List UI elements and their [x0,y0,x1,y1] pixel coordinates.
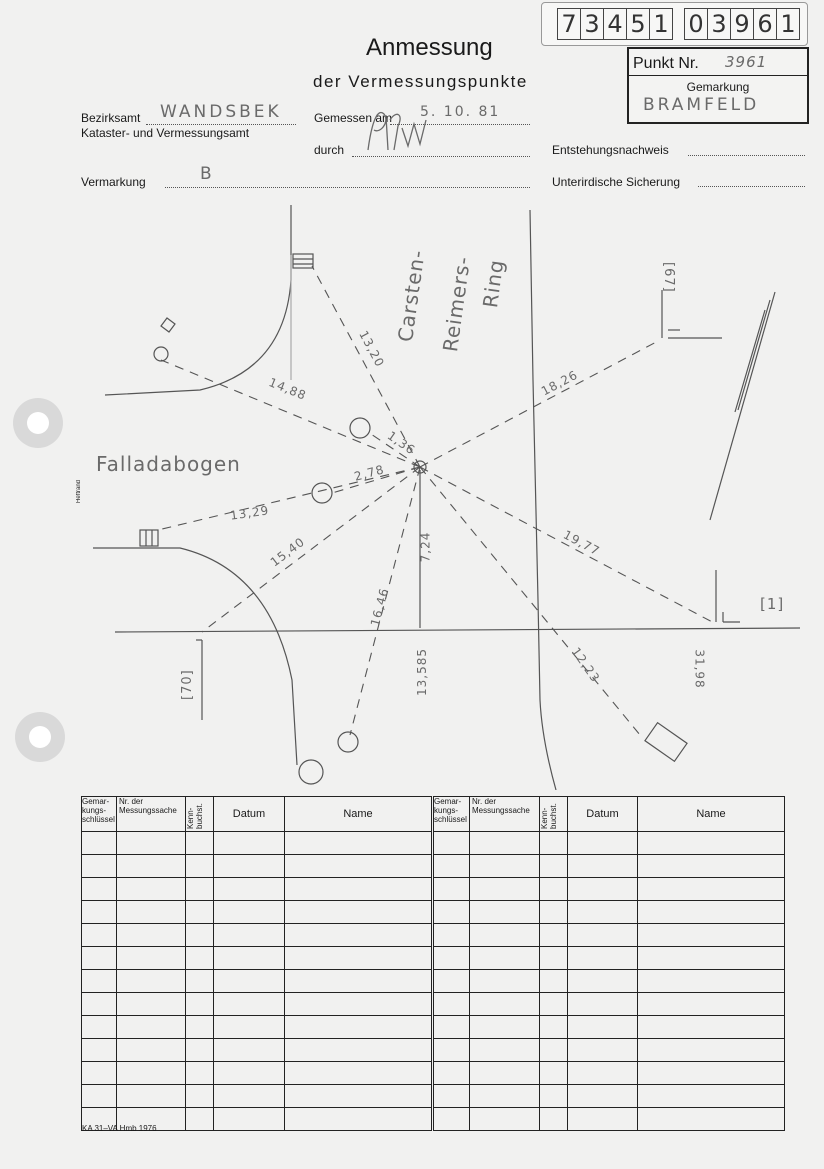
id-digit: 4 [603,8,626,40]
table-row [82,970,432,993]
kataster-label: Kataster- und Vermessungsamt [81,126,250,140]
table-row [434,1062,785,1085]
table-row [82,1085,432,1108]
punkt-label: Punkt Nr. [633,55,699,72]
table-row [434,1108,785,1131]
gemessen-label: Gemessen am [314,111,393,125]
measurement-label: 14,88 [266,375,309,403]
table-row [82,924,432,947]
measurement-label: 13,20 [356,328,388,370]
table-row [434,855,785,878]
gemarkung-label: Gemarkung [686,80,750,94]
id-digit: 5 [626,8,649,40]
col-kenn: Kenn- buchst. [186,803,204,829]
ref-70: [70] [180,669,195,700]
col-gemarkung: Gemar- kungs- schlüssel [82,797,117,832]
unterirdisch-label: Unterirdische Sicherung [552,175,681,189]
measurement-label: 13,585 [415,648,429,696]
table-row [434,924,785,947]
measurement-label: 2,78 [352,462,387,484]
id-digit: 3 [580,8,603,40]
bezirksamt-label: Bezirksamt [81,111,141,125]
col-name: Name [638,797,785,832]
table-row [82,1062,432,1085]
table-row [82,901,432,924]
ref-1: [1] [760,595,785,613]
measurement-label: 15,40 [267,534,308,570]
id-digit: 6 [753,8,776,40]
table-row [434,970,785,993]
gemarkung-value: BRAMFELD [643,95,760,115]
bezirksamt-value: WANDSBEK [160,102,282,122]
street-name-west: Falladabogen [96,452,241,476]
table-row [82,855,432,878]
history-table-right [433,796,785,1131]
history-table-left [81,796,432,1131]
vermarkung-value: B [200,164,215,184]
table-row [434,1085,785,1108]
durch-label: durch [314,143,345,157]
table-row [82,1039,432,1062]
gemessen-value: 5. 10. 81 [420,104,501,120]
table-row [434,832,785,855]
id-digit: 0 [684,8,707,40]
vermarkung-label: Vermarkung [81,175,146,189]
table-row [434,947,785,970]
street-name-2: Reimers- [438,254,476,354]
entstehung-label: Entstehungsnachweis [552,143,669,157]
table-row [82,1016,432,1039]
table-row [434,993,785,1016]
id-digit: 7 [557,8,580,40]
col-gemarkung: Gemar- kungs- schlüssel [434,797,470,832]
col-nr: Nr. der Messungssache [470,797,540,832]
id-digit: 3 [707,8,730,40]
street-name-1: Carsten- [393,247,430,344]
page-subtitle: der Vermessungspunkte [313,72,528,91]
punkt-value: 3961 [725,53,768,71]
measurement-label: 1,36 [384,428,418,458]
col-kenn: Kenn- buchst. [540,803,558,829]
measurement-label: 13,29 [229,503,271,523]
table-row [82,832,432,855]
heftrand-label: Heftrand [76,480,82,504]
col-datum: Datum [568,797,638,832]
table-row [82,993,432,1016]
page-title: Anmessung [366,34,493,61]
col-name: Name [285,797,432,832]
measurement-label: 31,98 [692,649,707,689]
table-row [434,878,785,901]
ref-67: [67] [661,262,676,293]
measurement-label: 16,46 [367,586,392,628]
table-row [82,947,432,970]
id-digit: 1 [776,8,800,40]
street-name-3: Ring [478,257,509,310]
col-nr: Nr. der Messungssache [117,797,186,832]
id-digit: 9 [730,8,753,40]
measurement-label: 12,23 [568,644,603,686]
measurement-label: 18,26 [539,367,581,399]
measurement-label: 7,24 [418,531,433,563]
id-digit: 1 [649,8,673,40]
form-code: KA 31–VA Hmb 1976 [82,1124,157,1133]
col-datum: Datum [214,797,285,832]
table-row [434,901,785,924]
table-row [434,1016,785,1039]
measurement-label: 19,77 [561,527,603,559]
table-row [82,878,432,901]
table-row [434,1039,785,1062]
